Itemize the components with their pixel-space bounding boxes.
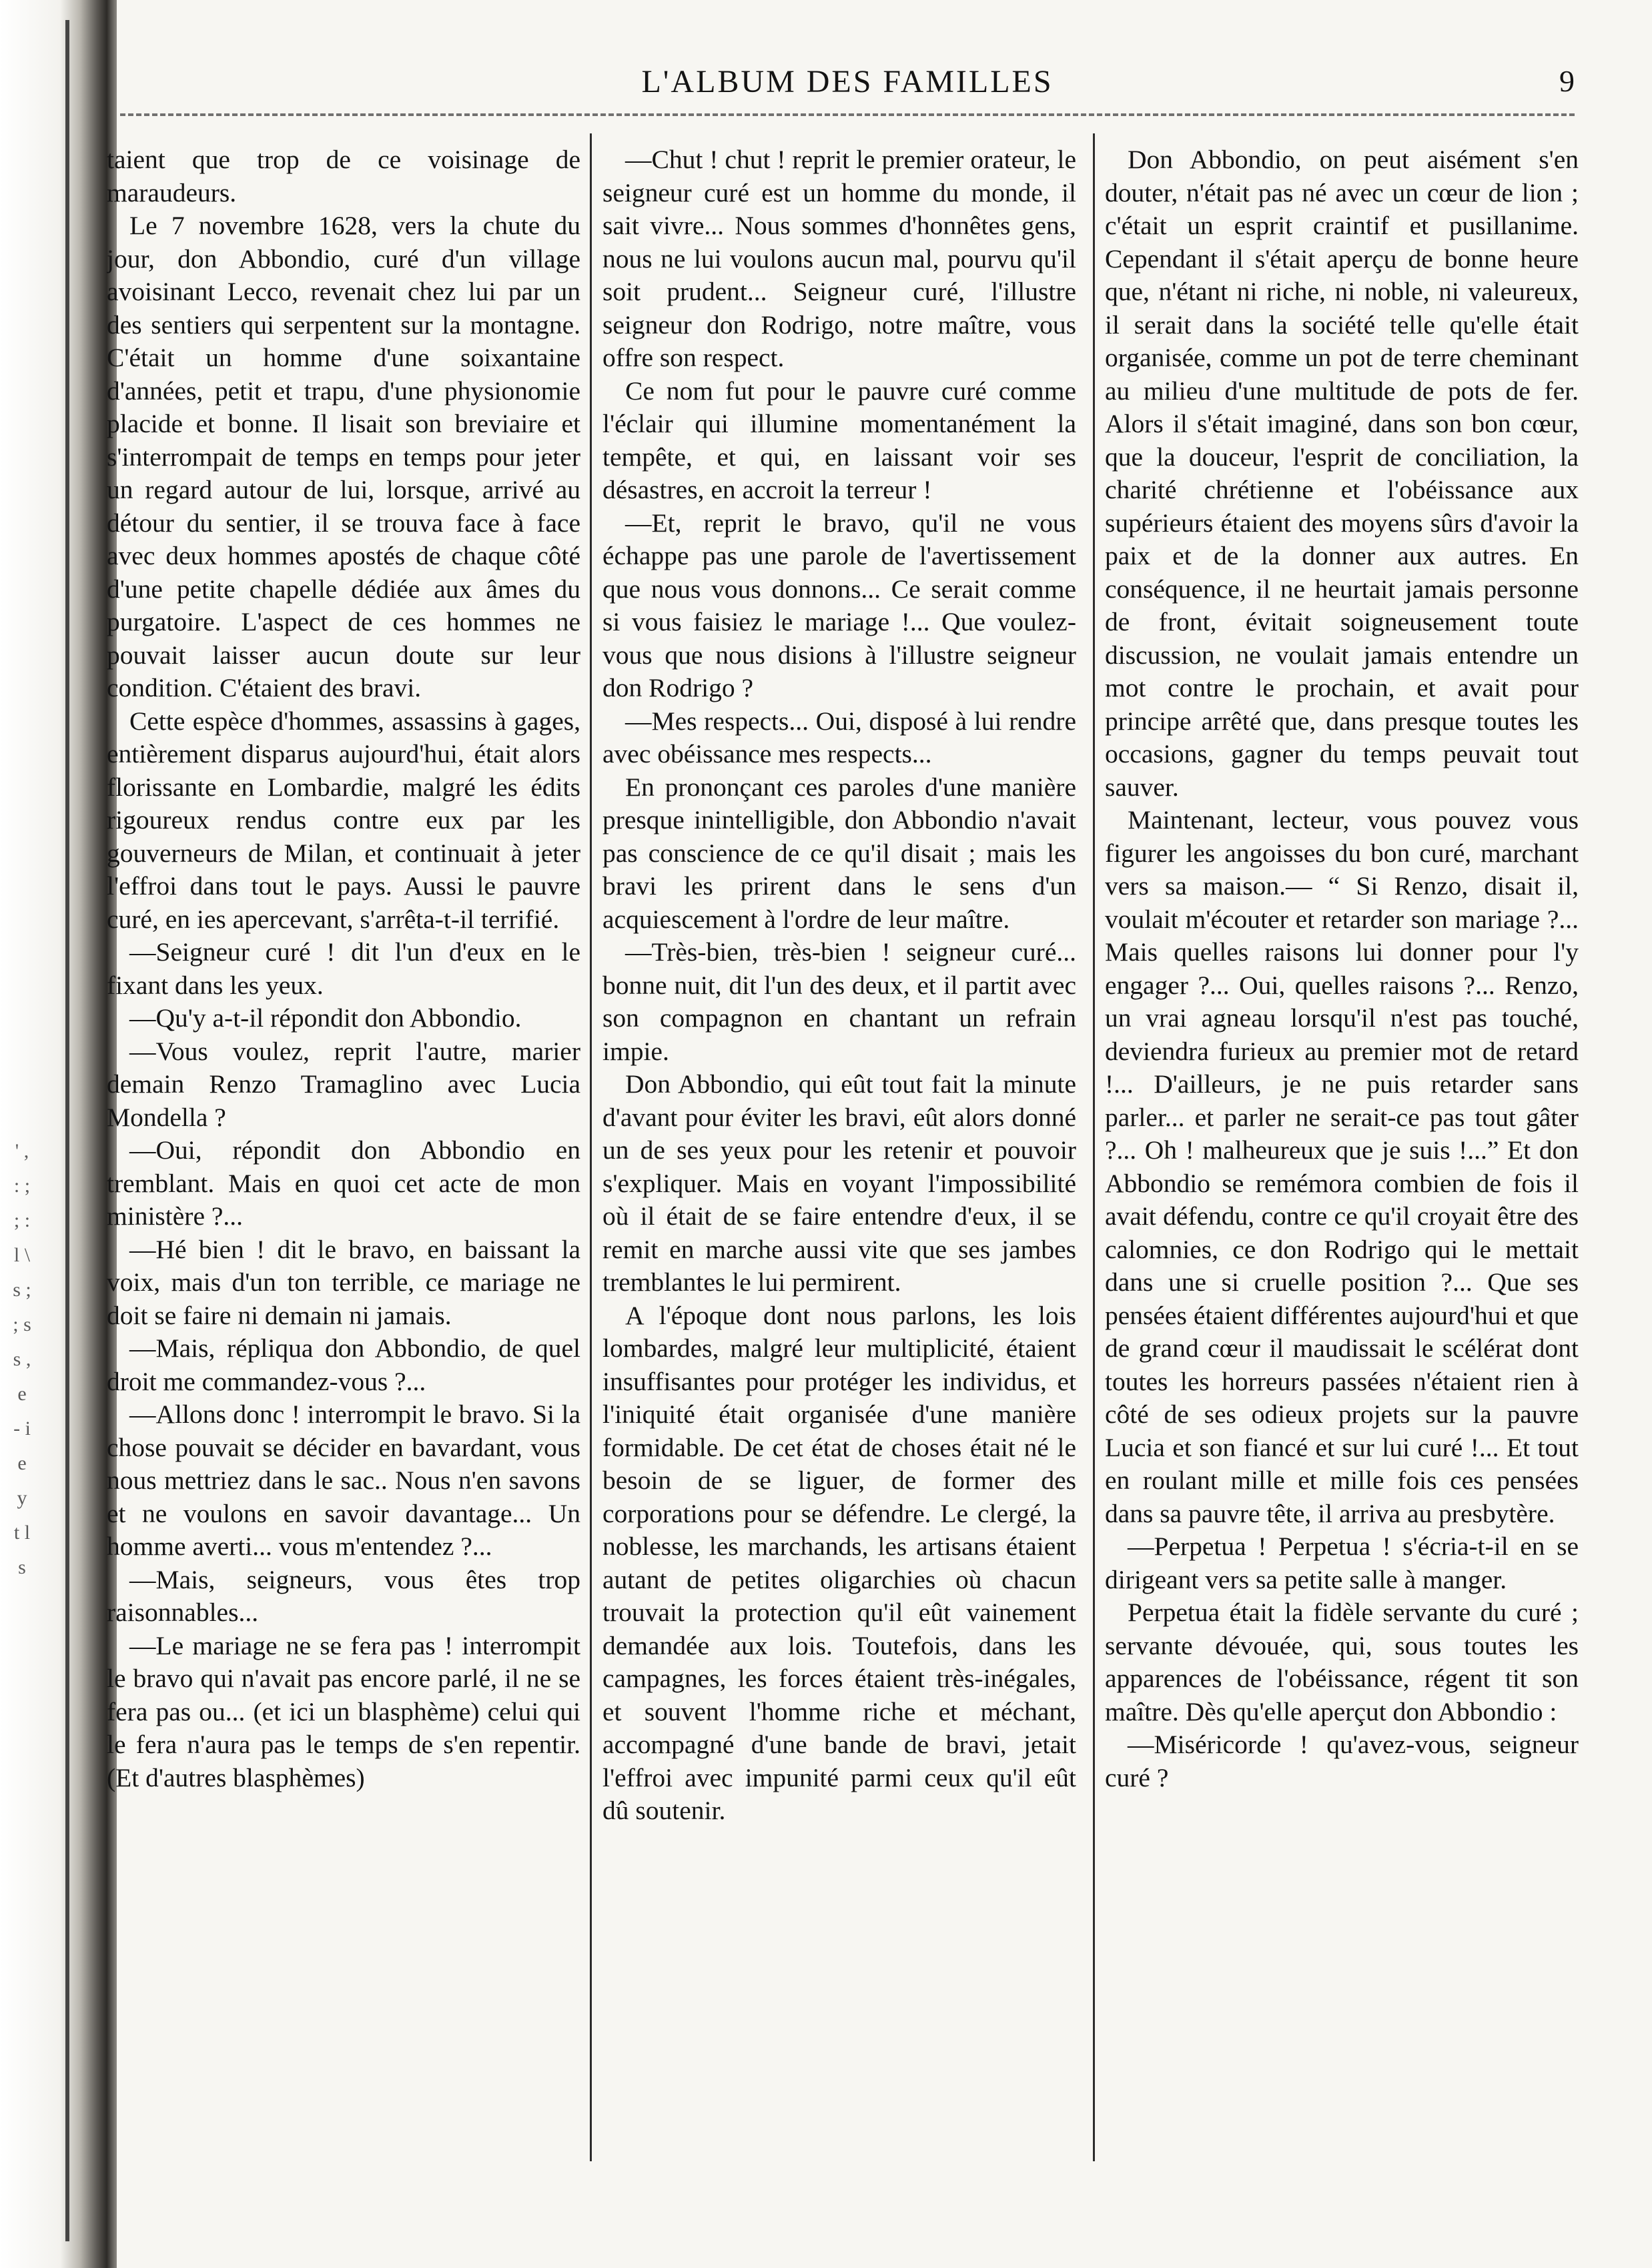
running-title: L'ALBUM DES FAMILLES (641, 64, 1054, 99)
paragraph: —Le mariage ne se fera pas ! interrompit le bravo qui n'avait pas encore parlé, il ne se fera pas ou... (et ici un blasphème) celui qui le fera n'aura pas le temps de s'en repentir. (Et d'autres blasphèmes) (107, 1630, 580, 1792)
paragraph: —Chut ! chut ! reprit le premier orateur, le seigneur curé est un homme du monde, il sait vivre... Nous sommes d'honnêtes gens, nous ne lui voulons aucun mal, pourvu qu'il soit prudent... Seigneur curé, l'illustre seigneur don Rodrigo, notre maître, vous offre son respect. (602, 145, 1076, 372)
paragraph: Don Abbondio, on peut aisément s'en douter, n'était pas né avec un cœur de lion ; c'était un esprit craintif et pusillanime. Cependant il s'était aperçu de bonne heure que, n'étant ni riche, ni noble, ni valeureux, il serait dans la société telle qu'elle était organisée, comme un pot de terre cheminant au milieu d'une multitude de pots de fer. Alors il s'était imaginé, dans son bon cœur, que la douceur, l'esprit de conciliation, la charité chrétienne et l'obéissance aux supérieurs étaient des moyens sûrs d'avoir la paix et de la donner aux autres. En conséquence, il ne heurtait jamais personne de front, évitait soigneusement toute discussion, ne voulait jamais entendre un mot contre le prochain, et avait pour principe arrêté que, dans presque toutes les occasions, gagner du temps peuvait tout sauver. (1105, 145, 1579, 802)
paragraph: —Oui, répondit don Abbondio en tremblant. Mais en quoi cet acte de mon ministère ?... (107, 1135, 580, 1231)
paragraph: —Mes respects... Oui, disposé à lui rendre avec obéissance mes respects... (602, 706, 1076, 768)
binding-rule (65, 20, 69, 2241)
paragraph: —Qu'y a-t-il répondit don Abbondio. (129, 1003, 522, 1033)
text-column-2 (602, 143, 1076, 2225)
paragraph: —Perpetua ! Perpetua ! s'écria-t-il en se dirigeant vers sa petite salle à manger. (1105, 1532, 1579, 1594)
column-divider (590, 133, 592, 2161)
paragraph: A l'époque dont nous parlons, les lois lombardes, malgré leur multiplicité, étaient insuffisantes pour protéger les individus, et l'iniquité était organisée d'une manière formidable. De cet état de choses était né le besoin de se liguer, de former des corporations pour se défendre. Le clergé, la noblesse, les marchands, les artisans étaient autant de petites oligarchies où chacun trouvait la protection qu'il eût vainement demandée aux lois. Toutefois, dans les campagnes, les forces étaient très-inégales, et souvent l'homme riche et méchant, accompagné d'une bande de bravi, jetait l'effroi avec impunité parmi ceux qu'il eût dû soutenir. (602, 1300, 1076, 1825)
paragraph: —Mais, seigneurs, vous êtes trop raisonnables... (107, 1564, 580, 1627)
text-column-3 (1105, 143, 1579, 2225)
text-column-1 (107, 143, 580, 2225)
paragraph: Don Abbondio, qui eût tout fait la minute d'avant pour éviter les bravi, eût alors donné un de ses yeux pour les retenir et pouvoir s'expliquer. Mais en voyant l'impossibilité où il était de se faire entendre d'eux, il se remit en marche aussi vite que ses jambes tremblantes le lui permirent. (602, 1069, 1076, 1297)
paragraph: —Miséricorde ! qu'avez-vous, seigneur curé ? (1105, 1730, 1579, 1792)
paragraph: Le 7 novembre 1628, vers la chute du jour, don Abbondio, curé d'un village avoisinant Lecco, revenait chez lui par un des sentiers qui serpentent sur la montagne. C'était un homme d'une soixantaine d'années, petit et trapu, d'une physionomie placide et bonne. Il lisait son breviaire et s'interrompait de temps en temps pour jeter un regard autour de lui, lorsque, arrivé au détour du sentier, il se trouva face à face avec deux hommes apostés de chaque côté d'une petite chapelle dédiée aux âmes du purgatoire. L'aspect de ces hommes ne pouvait laisser aucun doute sur leur condition. C'étaient des bravi. (107, 211, 580, 702)
paragraph: —Seigneur curé ! dit l'un d'eux en le fixant dans les yeux. (107, 937, 580, 1000)
page-header (120, 63, 1575, 117)
paragraph: —Et, reprit le bravo, qu'il ne vous échappe pas une parole de l'avertissement que nous vous donnons... Ce serait comme si vous faisiez le mariage !... Que voulez-vous que nous disions à l'illustre seigneur don Rodrigo ? (602, 508, 1076, 702)
paragraph: taient que trop de ce voisinage de maraudeurs. (107, 145, 580, 207)
column-divider (1093, 133, 1095, 2161)
paragraph: En prononçant ces paroles d'une manière presque inintelligible, don Abbondio n'avait pas conscience de ce qu'il disait ; mais les bravi les prirent dans le sens d'un acquiescement à l'ordre de leur maître. (602, 772, 1076, 934)
paragraph: —Très-bien, très-bien ! seigneur curé... bonne nuit, dit l'un des deux, et il partit avec son compagnon en chantant un refrain impie. (602, 937, 1076, 1066)
paragraph: Ce nom fut pour le pauvre curé comme l'éclair qui illumine momentanément la tempête, et qui, en laissant voir ses désastres, en accroit la terreur ! (602, 376, 1076, 504)
page-number: 9 (1559, 64, 1575, 98)
margin-bleedthrough-marks: ' , : ; ; : l \ s ; ; s s , e - i e y t l s (13, 1140, 31, 1578)
paragraph: Perpetua était la fidèle servante du curé ; servante dévouée, qui, sous toutes les apparences de l'obéissance, régent tit son maître. Dès qu'elle aperçut don Abbondio : (1105, 1598, 1579, 1726)
paragraph: —Vous voulez, reprit l'autre, marier demain Renzo Tramaglino avec Lucia Mondella ? (107, 1036, 580, 1132)
paragraph: —Allons donc ! interrompit le bravo. Si la chose pouvait se décider en bavardant, vous nous mettriez dans le sac.. Nous n'en savons et ne voulons en savoir davantage... Un homme averti... vous m'entendez ?... (107, 1399, 580, 1561)
paragraph: Cette espèce d'hommes, assassins à gages, entièrement disparus aujourd'hui, était alors florissante en Lombardie, malgré les édits rigoureux rendus contre eux par les gouverneurs de Milan, et continuait à jeter l'effroi dans tout le pays. Aussi le pauvre curé, en ies apercevant, s'arrêta-t-il terrifié. (107, 706, 580, 934)
paragraph: —Mais, répliqua don Abbondio, de quel droit me commandez-vous ?... (107, 1333, 580, 1396)
paragraph: —Hé bien ! dit le bravo, en baissant la voix, mais d'un ton terrible, ce mariage ne doit se faire ni demain ni jamais. (107, 1234, 580, 1330)
paragraph: Maintenant, lecteur, vous pouvez vous figurer les angoisses du bon curé, marchant vers sa maison.— “ Si Renzo, disait il, voulait m'écouter et retarder son mariage ?... Mais quelles raisons lui donner pour l'y engager ?... Oui, quelles raisons ?... Renzo, un vrai agneau lorsqu'il n'est pas touché, deviendra furieux au premier mot de retard !... D'ailleurs, je ne puis retarder sans parler... et parler ne serait-ce pas tout gâter ?... Oh ! malheureux que je suis !...” Et don Abbondio se remémora combien de fois il avait défendu, contre ce qu'il croyait être des calomnies, ce don Rodrigo qui le mettait dans une si cruelle position ?... Que ses pensées étaient différentes aujourd'hui et que de grand cœur il maudissait le scélérat dont toutes les horreurs passées n'étaient rien à côté de ses odieux projets sur la pauvre Lucia et son fiancé et sur lui curé !... Et tout en roulant mille et mille fois ces pensées dans sa pauvre tête, il arriva au presbytère. (1105, 805, 1579, 1528)
header-rule (120, 113, 1575, 116)
